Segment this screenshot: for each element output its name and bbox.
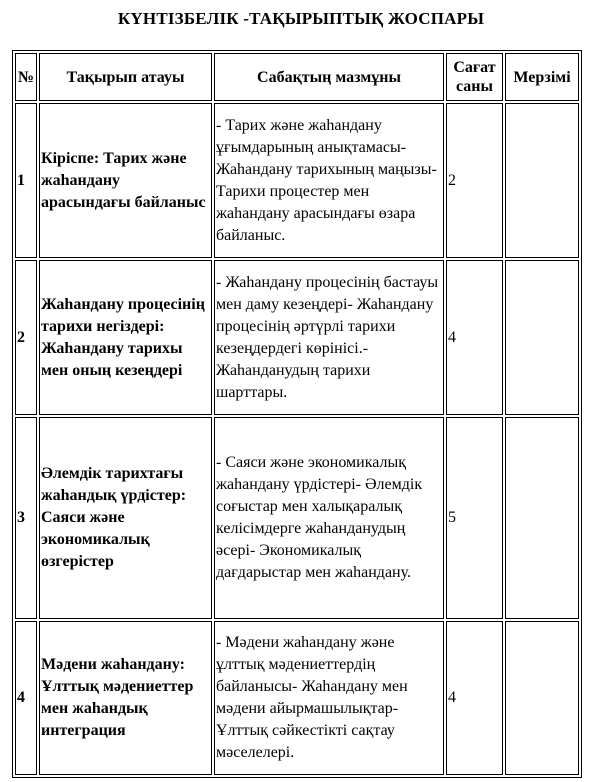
table-row xyxy=(15,103,579,258)
row-content: - Мәдени жаһандану және ұлттық мәдениеттердің байланысы- Жаһандану мен мәдени айырмашылықтар- Ұлттық сәйкестікті сақтау мәселелері. xyxy=(214,621,444,775)
header-num: № xyxy=(15,53,37,101)
table-row xyxy=(15,621,579,775)
header-content: Сабақтың мазмұны xyxy=(214,53,444,101)
row-number: 4 xyxy=(15,621,37,775)
row-content: - Саяси және экономикалық жаһандану үрдістері- Әлемдік соғыстар мен халықаралық келісімдерге жаһанданудың әсері- Экономикалық дағдарыстар мен жаһандану. xyxy=(214,417,444,619)
row-number: 2 xyxy=(15,260,37,415)
page-title: КҮНТІЗБЕЛІК -ТАҚЫРЫПТЫҚ ЖОСПАРЫ xyxy=(117,9,485,28)
row-number: 3 xyxy=(15,417,37,619)
row-date xyxy=(505,260,579,415)
calendar-plan-table xyxy=(12,50,582,778)
row-hours: 4 xyxy=(446,621,503,775)
row-content: - Тарих және жаһандану ұғымдарының анықтамасы- Жаһандану тарихының маңызы- Тарихи процестер мен жаһандану арасындағы өзара байланыс. xyxy=(214,103,444,258)
row-topic: Кіріспе: Тарих және жаһандану арасындағы байланыс xyxy=(39,103,212,258)
row-topic: Әлемдік тарихтағы жаһандық үрдістер: Саяси және экономикалық өзгерістер xyxy=(39,417,212,619)
row-date xyxy=(505,621,579,775)
row-date xyxy=(505,103,579,258)
header-hours: Сағат саны xyxy=(446,53,503,101)
row-hours: 4 xyxy=(446,260,503,415)
header-topic: Тақырып атауы xyxy=(39,53,212,101)
row-topic: Мәдени жаһандану: Ұлттық мәдениеттер мен жаһандық интеграция xyxy=(39,621,212,775)
row-hours: 2 xyxy=(446,103,503,258)
table-row xyxy=(15,260,579,415)
row-number: 1 xyxy=(15,103,37,258)
row-content: - Жаһандану процесінің бастауы мен даму кезеңдері- Жаһандану процесінің әртүрлі тарихи кезеңдердегі көрінісі.- Жаһанданудың тарихи шарттары. xyxy=(214,260,444,415)
header-date: Мерзімі xyxy=(505,53,579,101)
header-row xyxy=(15,53,579,101)
row-topic: Жаһандану процесінің тарихи негіздері: Жаһандану тарихы мен оның кезеңдері xyxy=(39,260,212,415)
row-hours: 5 xyxy=(446,417,503,619)
table-row xyxy=(15,417,579,619)
row-date xyxy=(505,417,579,619)
